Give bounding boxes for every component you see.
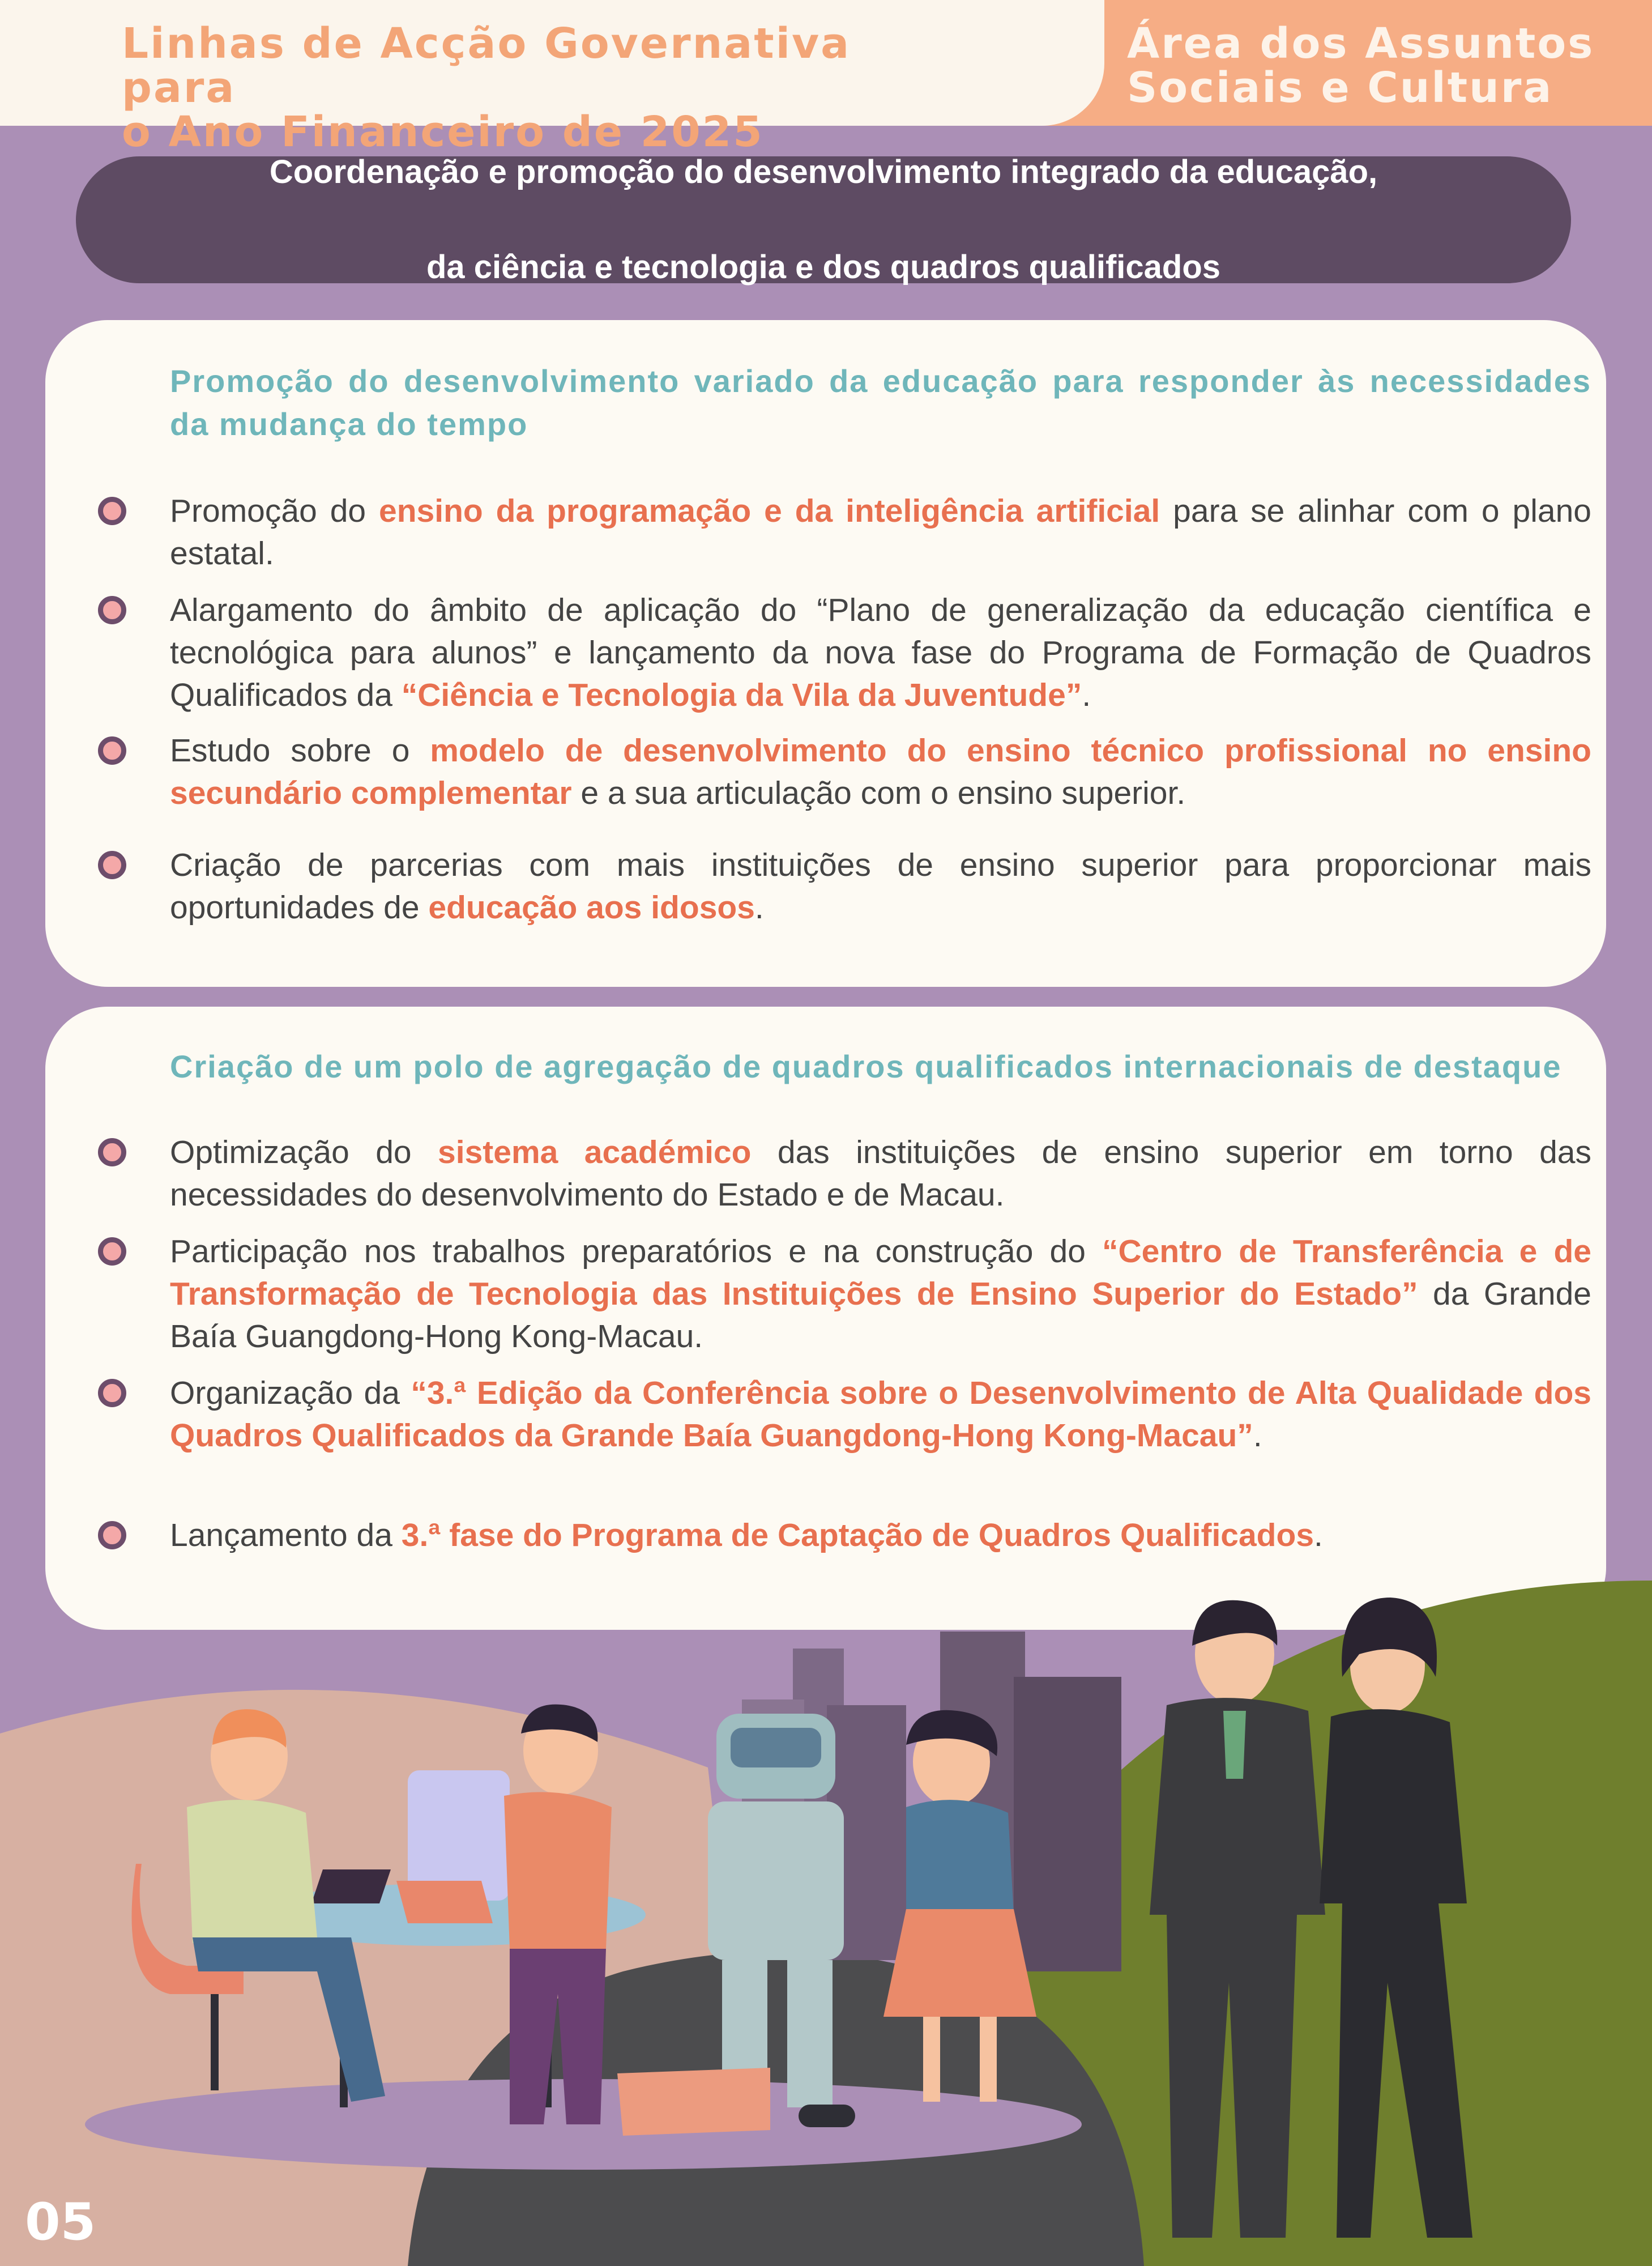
item-text-pre: Promoção do bbox=[170, 493, 379, 529]
list-item-text bbox=[170, 844, 1591, 929]
item-text-post: . bbox=[1314, 1517, 1323, 1553]
list-item-text bbox=[170, 1372, 1591, 1457]
list-item-text bbox=[170, 1230, 1591, 1358]
item-text-pre: Participação nos trabalhos preparatórios e na construção do bbox=[170, 1233, 1103, 1270]
item-text-post: das instituições de ensino superior em torno das necessidades do desenvolvimento do Estado e de Macau. bbox=[170, 1134, 1592, 1213]
bullet-icon bbox=[98, 851, 126, 879]
laptop-icon bbox=[311, 1869, 391, 1903]
item-text-post: e a sua articulação com o ensino superior. bbox=[571, 775, 1186, 811]
area-title-line2: Sociais e Cultura bbox=[1127, 63, 1553, 112]
banner-text bbox=[270, 101, 1377, 339]
item-text-post: . bbox=[1253, 1417, 1262, 1454]
item-highlight: ensino da programação e da inteligência artificial bbox=[379, 493, 1160, 529]
education-card bbox=[45, 320, 1606, 987]
area-title-line1: Área dos Assuntos bbox=[1127, 19, 1595, 68]
item-text-pre: Lançamento da bbox=[170, 1517, 402, 1553]
bullet-icon bbox=[98, 1379, 126, 1407]
list-item-text bbox=[170, 589, 1591, 717]
item-text-post: . bbox=[754, 889, 764, 926]
bullet-icon bbox=[98, 1138, 126, 1166]
item-highlight: “3.ª Edição da Conferência sobre o Desenvolvimento de Alta Qualidade dos Quadros Qualificados da Grande Baía Guangdong-Hong Kong-Macau” bbox=[170, 1375, 1591, 1454]
section-banner bbox=[76, 154, 1571, 286]
document-title-line2: o Ano Financeiro de 2025 bbox=[122, 108, 764, 156]
item-highlight: sistema académico bbox=[438, 1134, 752, 1170]
box-icon bbox=[617, 2068, 770, 2136]
bullet-icon bbox=[98, 497, 126, 525]
laptop-icon bbox=[396, 1881, 493, 1923]
item-highlight: “Centro de Transferência e de Transformação de Tecnologia das Instituições de Ensino Superior do Estado” bbox=[170, 1233, 1591, 1312]
item-highlight: 3.ª fase do Programa de Captação de Quadros Qualificados bbox=[401, 1517, 1314, 1553]
item-text-post: . bbox=[1082, 677, 1091, 713]
list-item-text bbox=[170, 490, 1591, 575]
talent-card bbox=[45, 1007, 1606, 1630]
item-highlight: educação aos idosos bbox=[428, 889, 755, 926]
item-text-pre: Estudo sobre o bbox=[170, 732, 430, 769]
bullet-icon bbox=[98, 1521, 126, 1549]
illustration-students-and-professionals bbox=[0, 1575, 1652, 2266]
item-text-pre: Organização da bbox=[170, 1375, 411, 1411]
banner-line1: Coordenação e promoção do desenvolvimento integrado da educação, bbox=[269, 154, 1378, 190]
bullet-icon bbox=[98, 736, 126, 765]
item-highlight: modelo de desenvolvimento do ensino técnico profissional no ensino secundário complementar bbox=[170, 732, 1591, 811]
section2-title: Criação de um polo de agregação de quadros qualificados internacionais de destaque bbox=[170, 1049, 1562, 1084]
item-text-post: para se alinhar com o plano estatal. bbox=[170, 493, 1592, 572]
bullet-icon bbox=[98, 1237, 126, 1266]
item-text-post: da Grande Baía Guangdong-Hong Kong-Macau. bbox=[170, 1276, 1591, 1355]
area-title bbox=[1127, 19, 1637, 112]
page-number: 05 bbox=[25, 2192, 96, 2252]
list-item-text bbox=[170, 1131, 1591, 1216]
document-title-line1: Linhas de Acção Governativa para bbox=[122, 19, 851, 112]
list-item-text bbox=[170, 730, 1591, 815]
bullet-icon bbox=[98, 596, 126, 624]
item-text-pre: Alargamento do âmbito de aplicação do “Plano de generalização da educação científica e tecnológica para alunos” e lançamento da nova fase do Programa de Formação de Quadros Qualificados da bbox=[170, 592, 1591, 713]
item-text-pre: Optimização do bbox=[170, 1134, 438, 1170]
item-highlight: “Ciência e Tecnologia da Vila da Juventude” bbox=[401, 677, 1082, 713]
item-text-pre: Criação de parcerias com mais instituições de ensino superior para proporcionar mais oportunidades de bbox=[170, 847, 1591, 926]
section1-title: Promoção do desenvolvimento variado da educação para responder às necessidades da mudança do tempo bbox=[170, 363, 1591, 442]
list-item-text bbox=[170, 1514, 1591, 1557]
banner-line2: da ciência e tecnologia e dos quadros qualificados bbox=[426, 249, 1221, 286]
